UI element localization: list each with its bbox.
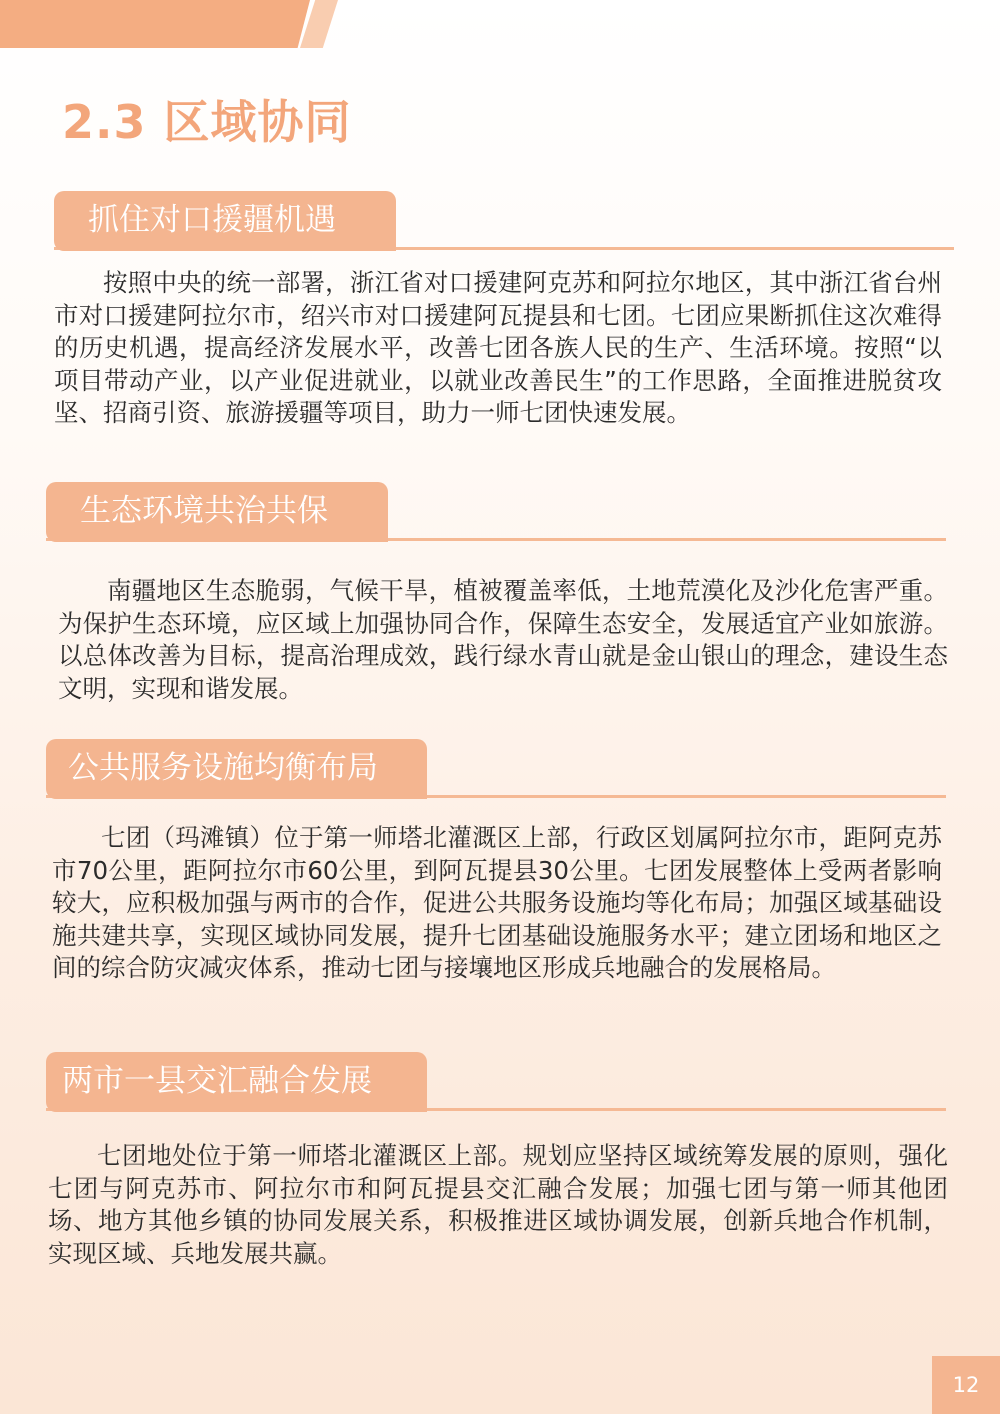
top-decor-bar bbox=[0, 0, 310, 48]
section-heading-1: 抓住对口援疆机遇 bbox=[54, 191, 396, 251]
section-header-2 bbox=[46, 482, 946, 542]
section-body-1: 按照中央的统一部署，浙江省对口援建阿克苏和阿拉尔地区，其中浙江省台州市对口援建阿拉尔市，绍兴市对口援建阿瓦提县和七团。七团应果断抓住这次难得的历史机遇，提高经济发展水平，改善七团各族人民的生产、生活环境。按照“以项目带动产业，以产业促进就业，以就业改善民生”的工作思路，全面推进脱贫攻坚、招商引资、旅游援疆等项目，助力一师七团快速发展。 bbox=[54, 268, 942, 427]
section-body-3: 七团（玛滩镇）位于第一师塔北灌溉区上部，行政区划属阿拉尔市，距阿克苏市70公里，距阿拉尔市60公里，到阿瓦提县30公里。七团发展整体上受两者影响较大，应积极加强与两市的合作，促进公共服务设施均等化布局；加强区域基础设施共建共享，实现区域协同发展，提升七团基础设施服务水平；建立团场和地区之间的综合防灾减灾体系，推动七团与接壤地区形成兵地融合的发展格局。 bbox=[52, 823, 942, 982]
section-heading-2: 生态环境共治共保 bbox=[46, 482, 388, 542]
section-header-1 bbox=[54, 191, 954, 251]
section-header-4 bbox=[46, 1052, 946, 1112]
section-body-2: 南疆地区生态脆弱，气候干旱，植被覆盖率低，土地荒漠化及沙化危害严重。为保护生态环境，应区域上加强协同合作，保障生态安全，发展适宜产业如旅游。以总体改善为目标，提高治理成效，践行绿水青山就是金山银山的理念，建设生态文明，实现和谐发展。 bbox=[58, 576, 948, 703]
page-number: 12 bbox=[932, 1356, 1000, 1414]
section-heading-4: 两市一县交汇融合发展 bbox=[46, 1052, 427, 1112]
page-title: 2.3 区域协同 bbox=[62, 95, 352, 149]
section-body-4: 七团地处位于第一师塔北灌溉区上部。规划应坚持区域统筹发展的原则，强化七团与阿克苏市、阿拉尔市和阿瓦提县交汇融合发展；加强七团与第一师其他团场、地方其他乡镇的协同发展关系，积极推进区域协调发展，创新兵地合作机制，实现区域、兵地发展共赢。 bbox=[48, 1141, 948, 1268]
section-header-3 bbox=[46, 739, 946, 799]
section-heading-3: 公共服务设施均衡布局 bbox=[46, 739, 427, 799]
